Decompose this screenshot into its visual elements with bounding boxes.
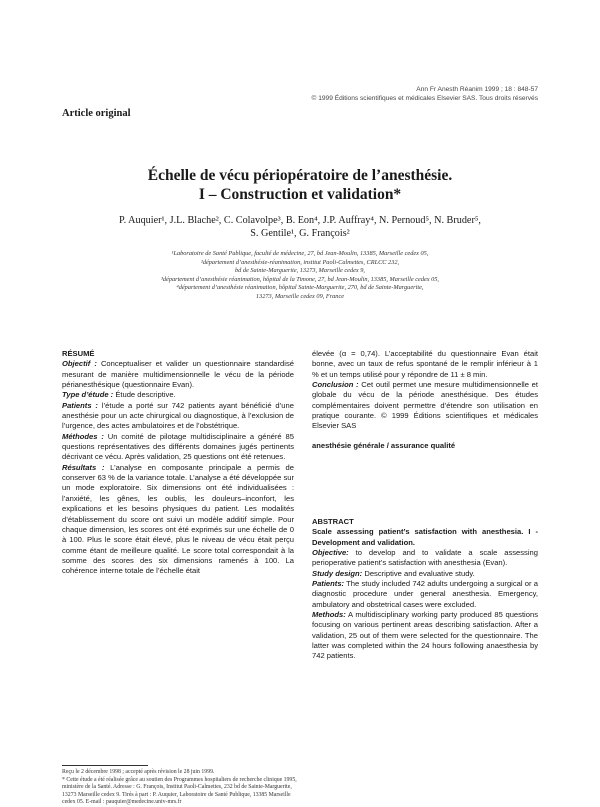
resume-resultats [62, 463, 294, 577]
resume-type [62, 390, 294, 400]
abstract-design [312, 569, 538, 579]
authors-line-2: S. Gentile¹, G. François² [250, 228, 350, 239]
affiliation-line: bd de Sainte-Marguerite, 13273, Marseille cedex 9, [234, 267, 366, 275]
objective-label: Objective: [312, 548, 349, 558]
affiliations [62, 250, 538, 302]
affiliation-line: ²département d’anesthésie-réanimation, institut Paoli-Calmettes, CRLCC 232, [200, 258, 400, 266]
type-text: Étude descriptive. [113, 390, 176, 400]
objectif-text: Conceptualiser et valider un questionnaire standardisé mesurant de manière multidimensionnelle le vécu de la période périanesthésique (questionnaire Evan). [62, 359, 294, 390]
patients-text: l’étude a porté sur 742 patients ayant bénéficié d’une anesthésie pour un acte chirurgical ou diagnostique, à l’exclusion de l’urgence, des actes ambulatoires et de l’obstétrique. [62, 400, 294, 431]
journal-citation: Ann Fr Anesth Réanim 1999 ; 18 : 848-57 [416, 86, 538, 93]
title-line-1: Échelle de vécu périopératoire de l’anesthésie. [147, 167, 453, 184]
methodes-text: Un comité de pilotage multidisciplinaire a généré 85 questions représentatives des différents domaines jugés pertinents décrivant ce vécu. Après validation, 25 questions ont été retenues. [62, 431, 294, 462]
affiliation-line: 13273, Marseille cedex 09, France [255, 292, 345, 300]
abstract-patients [312, 579, 538, 610]
conclusion-label: Conclusion : [312, 380, 359, 390]
resume-methodes [62, 432, 294, 463]
article-title [62, 166, 538, 204]
methodes-label: Méthodes : [62, 431, 104, 441]
abstract-patients-label: Patients: [312, 579, 345, 589]
patients-label: Patients : [62, 400, 98, 410]
resultats-text: L’analyse en composante principale a permis de conserver 63 % de la variance totale. L’analyse a été développée sur un mode exploratoire. Six dimensions ont été individualisées : l’anxiété, les gênes, les oublis, les douleurs–inconfort, les explications et les besoins physiques du patient. Les modalités d’établissement du score ont suivi un modèle additif simple. Pour chaque dimension, les scores ont été exprimés sur une échelle de 0 à 100. Plus le score était élevé, plus le niveau de vécu était perçu comme étant de meilleure qualité. Le score total correspondait à la somme des scores des six dimensions ramenés à 100. La cohérence interne totale de l’échelle était [62, 462, 294, 576]
affiliation-line: ⁴département d’anesthésie réanimation, hôpital Sainte-Marguerite, 270, bd de Sainte-Marguerite, [176, 284, 424, 292]
abstract-patients-text: The study included 742 adults undergoing a surgical or a diagnostic procedure under general anesthesia. Emergency, ambulatory and obstetrical cases were excluded. [312, 579, 538, 609]
resume-continuation [312, 349, 538, 451]
affiliation-line: ³département d’anesthésie réanimation, hôpital de la Timone, 27, bd Jean-Moulin, 13385, Marseille cedex 05, [160, 275, 440, 283]
resume-patients [62, 401, 294, 432]
affiliation-line: ¹Laboratoire de Santé Publique, faculté de médecine, 27, bd Jean-Moulin, 13385, Marseille cedex 05, [171, 250, 429, 257]
abstract-title: Scale assessing patient’s satisfaction with anesthesia. I - Development and validation. [312, 527, 538, 547]
resume-objectif [62, 359, 294, 390]
design-text: Descriptive and evaluative study. [362, 568, 475, 578]
design-label: Study design: [312, 568, 363, 578]
section-label: Article original [62, 108, 131, 119]
authors-line-1: P. Auquier¹, J.L. Blache², C. Colavolpe³, B. Eon⁴, J.P. Auffray⁴, N. Pernoud⁵, N. Bruder⁵, [119, 215, 481, 226]
abstract-heading: ABSTRACT [312, 517, 354, 526]
journal-copyright: © 1999 Éditions scientifiques et médicales Elsevier SAS. Tous droits réservés [311, 95, 538, 102]
footnote-received: Reçu le 2 décembre 1998 ; accepté après révision le 28 juin 1999. [62, 769, 215, 775]
objective-text: to develop and to validate a scale assessing perioperative patient’s satisfaction with anesthesia (Evan). [312, 548, 538, 568]
abstract-objective [312, 548, 538, 569]
methods-text: A multidisciplinary working party produced 85 questions focusing on various pertinent areas describing satisfaction. After a validation, 25 out of them were selected for the questionnaire. The latter was completed within the 24 hours following anaesthesia by 742 patients. [312, 610, 538, 661]
conclusion-text: Cet outil permet une mesure multidimensionnelle et globale du vécu de la période anesthésique. Des études complémentaires doivent permettre d’étendre son utilisation en pratique courante. © 1999 Éditions scientifiques et médicales Elsevier SAS [312, 380, 538, 431]
type-label: Type d’étude : [62, 390, 114, 400]
resultats-continuation: élevée (α = 0,74). L’acceptabilité du questionnaire Evan était bonne, avec un taux de refus spontané de le remplir inférieur à 1 % et un temps utilisé pour y répondre de 11 ± 8 min. [312, 349, 538, 379]
footnote-funding: * Cette étude a été réalisée grâce au soutien des Programmes hospitaliers de recherche clinique 1995, ministère de la Santé. Adresse : G. François, Institut Paoli-Calmettes, 232 bd de Sainte-Marguerite, 13273 Marseille cedex 9. Tirés à part : P. Auquier, Laboratoire de Santé Publique, 13385 Marseille cedex 05. E-mail : pauquier@medecine.univ-mrs.fr [62, 776, 297, 806]
footnote [62, 769, 298, 807]
journal-header [312, 85, 538, 103]
author-list [62, 214, 538, 240]
abstract-column [312, 517, 538, 662]
resume-heading: RÉSUMÉ [62, 349, 95, 358]
title-line-2: I – Construction et validation* [198, 186, 402, 203]
objectif-label: Objectif : [62, 359, 97, 369]
abstract-methods [312, 610, 538, 662]
resume-conclusion [312, 380, 538, 432]
resume-column [62, 349, 294, 577]
resume-keywords: anesthésie générale / assurance qualité [312, 440, 456, 450]
resultats-label: Résultats : [62, 462, 105, 472]
footnote-divider [62, 765, 148, 766]
methods-label: Methods: [312, 610, 346, 620]
